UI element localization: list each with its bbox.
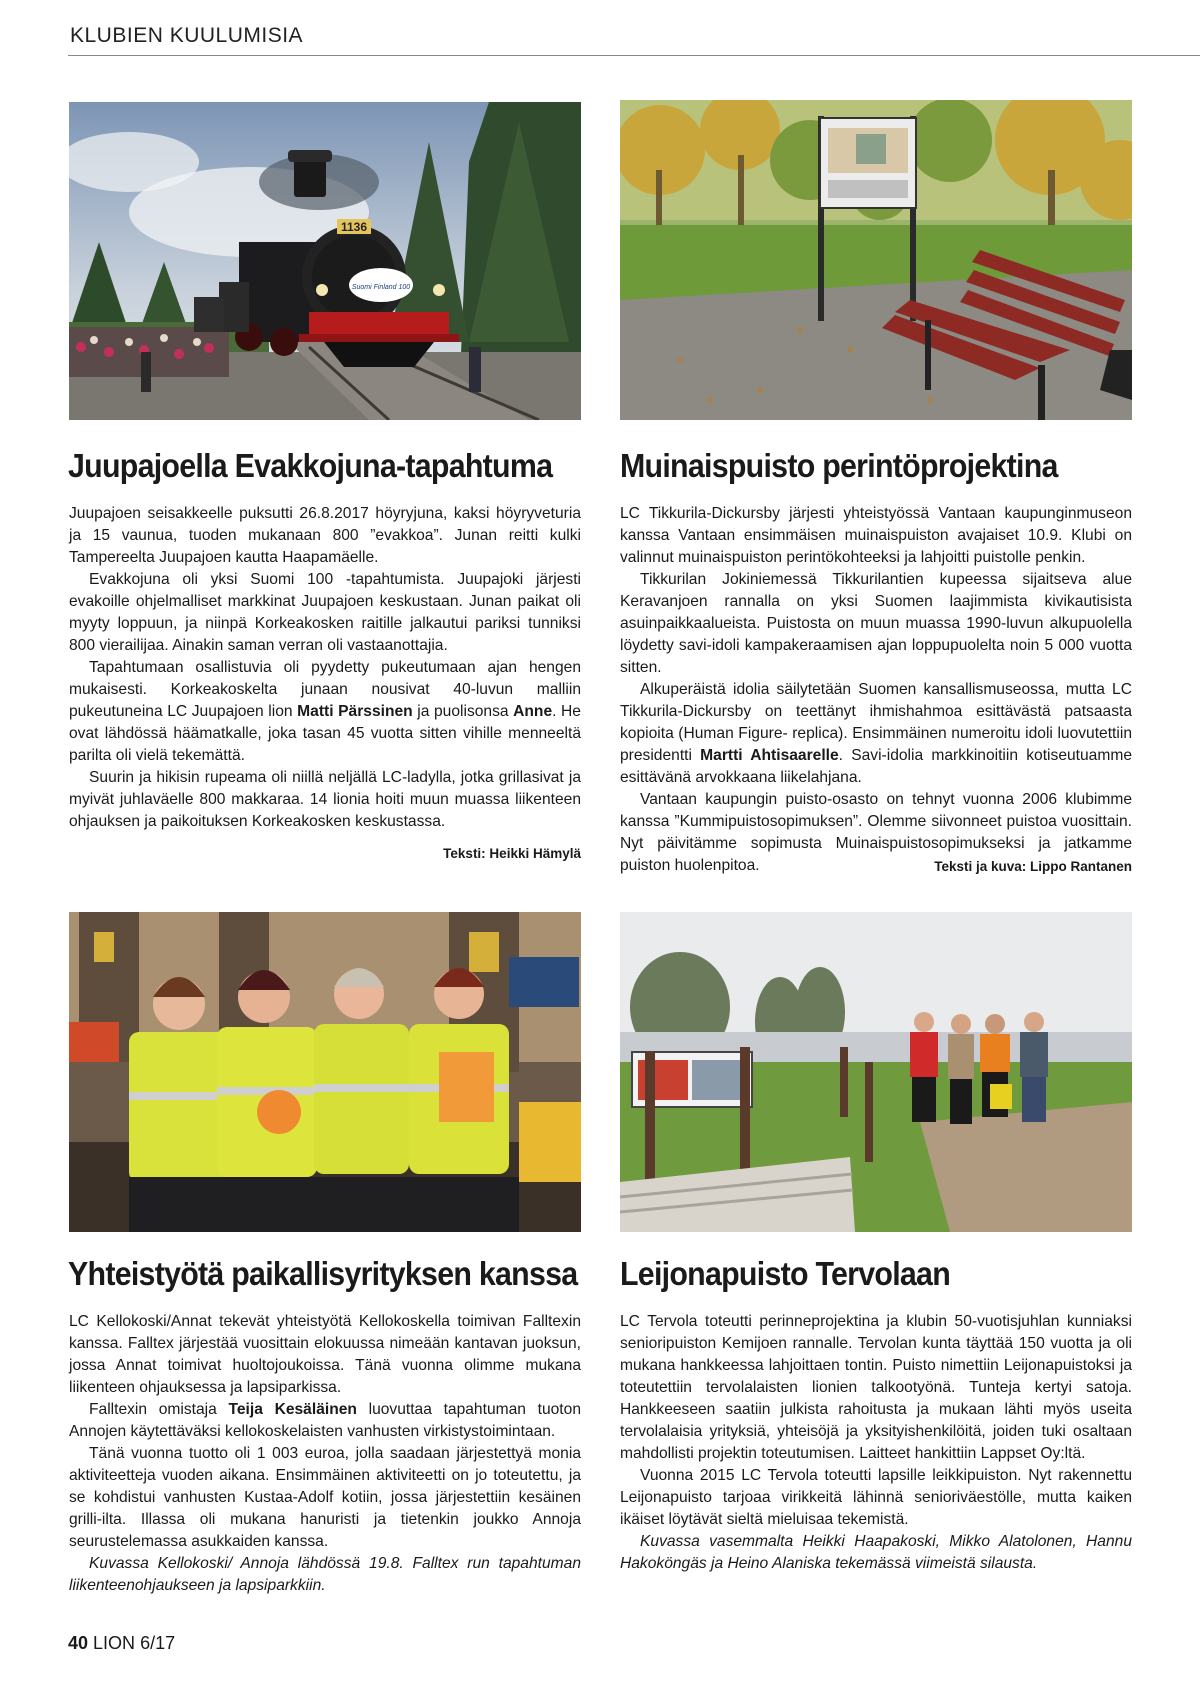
- loco-number: 1136: [340, 220, 368, 234]
- article-1-paragraph: Suurin ja hikisin rupeama oli niillä neljällä LC-ladylla, jotka grillasivat ja myivät juhlaväelle 800 makkaraa. 14 lionia hoiti muun muassa liikenteen ohjauksen ja paikoituksen Korkeakosken keskustassa.: [69, 769, 581, 830]
- person-name: Matti Pärssinen: [297, 703, 413, 720]
- article-2-paragraph: Vantaan kaupungin puisto-osasto on tehnyt vuonna 2006 klubimme kanssa ”Kummipuistosopimuksen”. Olemme siivonneet puistoa vuosittain. Nyt päivitämme sopimusta Muinaispuistosopimukseksi ja jatkamme puiston huolenpitoa.: [620, 791, 1132, 874]
- article-2-credit: Teksti ja kuva: Lippo Rantanen: [934, 859, 1132, 874]
- article-2-paragraph: Tikkurilan Jokiniemessä Tikkurilantien kupeessa sijaitseva alue Keravanjoen rannalla on yksi Suomen laajimmista kivikautisista asuinpaikkaalueista. Puistosta on muun muassa 1990-luvun alkupuolella löydetty savi-idoli kampakeraamisen ajan loppupuolelta noin 5 000 vuotta sitten.: [620, 571, 1132, 676]
- article-4-paragraph: Vuonna 2015 LC Tervola toteutti lapsille leikkipuiston. Nyt rakennettu Leijonapuisto tarjoaa virikkeitä lähinnä senioriväestölle, mutta kaiken ikäiset löytävät sieltä mieluisaa tekemistä.: [620, 1467, 1132, 1528]
- leijonapuisto-photo: [620, 912, 1132, 1232]
- article-1-body: [69, 503, 581, 833]
- article-3-paragraph: LC Kellokoski/Annat tekevät yhteistyötä Kellokoskella toimivan Falltexin kanssa. Falltex järjestää vuosittain elokuussa nimeään kantavan juoksun, jossa Annat toimivat huoltojoukoissa. Tänä vuonna olimme mukana liikenteen ohjauksessa ja lapsiparkissa.: [69, 1313, 581, 1396]
- article-3-body: [69, 1311, 581, 1597]
- issue-number: 6/17: [140, 1633, 176, 1653]
- article-1-title: Juupajoella Evakkojuna-tapahtuma: [68, 447, 553, 484]
- article-1-credit: Teksti: Heikki Hämylä: [443, 846, 581, 861]
- article-2-paragraph: LC Tikkurila-Dickursby järjesti yhteistyössä Vantaan kaupunginmuseon kanssa Vantaan ensimmäisen muinaispuiston avajaiset 10.9. Klubi on valinnut muinaispuiston perintökohteeksi ja lahjoitti puistolle penkin.: [620, 505, 1132, 566]
- article-3-caption: Kuvassa Kellokoski/ Annoja lähdössä 19.8. Falltex run tapahtuman liikenteenohjaukseen ja lapsiparkkiin.: [69, 1555, 581, 1594]
- top-rule: [68, 55, 1200, 56]
- person-name: Teija Kesäläinen: [228, 1401, 357, 1418]
- article-4-body: [620, 1311, 1132, 1575]
- park-bench-photo: [620, 100, 1132, 420]
- article-1-paragraph: Evakkojuna oli yksi Suomi 100 -tapahtumista. Juupajoki järjesti evakoille ohjelmalliset markkinat Juupajoen keskustaan. Junan paikat oli myyty loppuun, ja niinpä Korkeakosken raitille jalkautui pariksi tunniksi 800 vierailijaa. Ainakin saman verran oli vastaanottajia.: [69, 571, 581, 654]
- article-2-paragraph: Alkuperäistä idolia säilytetään Suomen kansallismuseossa, mutta LC Tikkurila-Dickursby on teettänyt ihmishahmoa esittävästä patsaasta kopioita (Human Figure- replica). Ensimmäinen numeroitu idoli luovutettiin presidentti Martti Ahtisaarelle. Savi-idolia markkinoitiin kotiseutuamme esittävänä arvokkaana liikelahjana.: [620, 681, 1132, 786]
- article-1-paragraph: Juupajoen seisakkeelle puksutti 26.8.2017 höyryjuna, kaksi höyryveturia ja 15 vaunua, tuoden mukanaan 800 ”evakkoa”. Junan reitti kulki Tampereelta Juupajoen kautta Haapamäelle.: [69, 505, 581, 566]
- article-1-paragraph: Tapahtumaan osallistuvia oli pyydetty pukeutumaan ajan hengen mukaisesti. Korkeakoskelta junaan nousivat 40-luvun malliin pukeutuneina LC Juupajoen lion Matti Pärssinen ja puolisonsa Anne. He ovat lähdössä häämatkalle, joka tasan 45 vuotta sitten vihille menneeltä parilta oli vielä tekemättä.: [69, 659, 581, 764]
- page-number: 40: [68, 1633, 89, 1653]
- section-label: KLUBIEN KUULUMISIA: [70, 24, 304, 47]
- article-4-caption: Kuvassa vasemmalta Heikki Haapakoski, Mikko Alatolonen, Hannu Hakoköngäs ja Heino Alaniska tekemässä viimeistä silausta.: [620, 1533, 1132, 1572]
- annat-volunteers-photo: [69, 912, 581, 1232]
- article-3-paragraph: Falltexin omistaja Teija Kesäläinen luovuttaa tapahtuman tuoton Annojen käytettäväksi kellokoskelaisten vanhusten virkistystoimintaan.: [69, 1401, 581, 1440]
- article-2-title: Muinaispuisto perintöprojektina: [620, 447, 1058, 484]
- article-3-title: Yhteistyötä paikallisyrityksen kanssa: [68, 1255, 578, 1292]
- page-footer: [68, 1633, 175, 1654]
- article-2-body: [620, 503, 1132, 877]
- locomotive-photo: [69, 102, 581, 420]
- person-name: Anne: [513, 703, 553, 720]
- magazine-name: LION: [93, 1633, 136, 1653]
- article-3-paragraph: Tänä vuonna tuotto oli 1 003 euroa, jolla saadaan järjestettyä monia aktiviteetteja vuoden aikana. Ensimmäinen aktiviteetti on jo toteutettu, ja se kohdistui vanhusten Kustaa-Adolf kotiin, jossa järjestettiin kesäinen grilli-ilta. Illassa oli mukana hanuristi ja tietenkin joukko Annoja seurustelemassa asukkaiden kanssa.: [69, 1445, 581, 1550]
- article-4-paragraph: LC Tervola toteutti perinneprojektina ja klubin 50-vuotisjuhlan kunniaksi senioripuiston Kemijoen rannalle. Tervolan kunta täyttää 150 vuotta ja oli mukana hankkeessa lahjoittaen tontin. Puisto nimettiin Leijonapuistoksi ja toteutettiin tervolalaisten lionien talkootyönä. Tunteja kertyi satoja. Hankkeeseen saatiin julkista rahoitusta ja mukaan lähti myös useita tervolalaisia yrityksiä, yhteisöjä ja yksityishenkilöitä, joiden tuki osaltaan mahdollisti projektin toteutumisen. Laitteet hankittiin Lappset Oy:ltä.: [620, 1313, 1132, 1462]
- person-name: Martti Ahtisaarelle: [700, 747, 839, 764]
- loco-plate: Suomi Finland 100: [351, 284, 411, 291]
- article-4-title: Leijonapuisto Tervolaan: [620, 1255, 951, 1292]
